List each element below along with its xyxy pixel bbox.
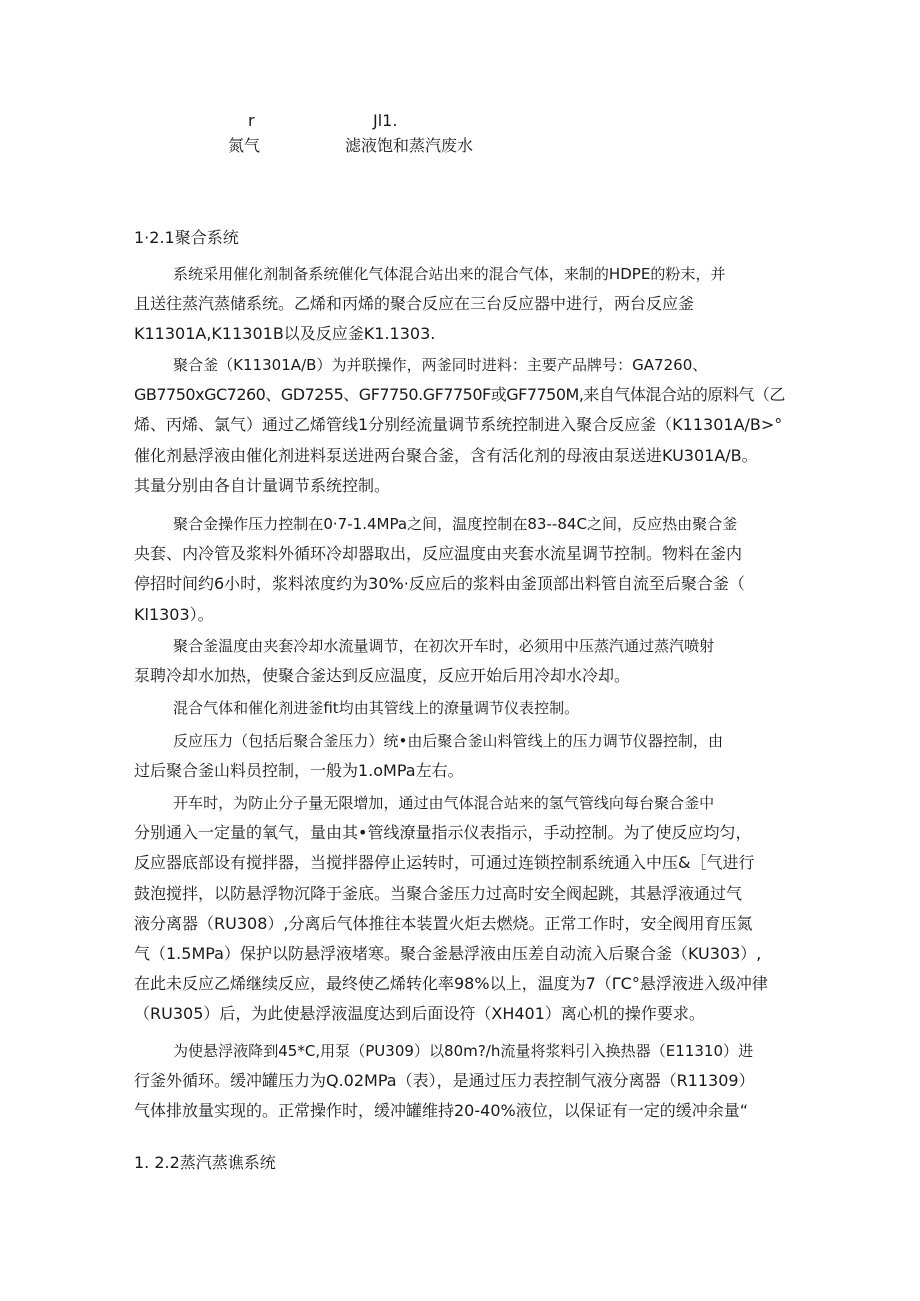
section-heading-polymerization: 1·2.1聚合系统	[134, 228, 239, 247]
paragraph-operating-conditions	[134, 509, 786, 630]
text-line: 鼓泡搅拌，以防悬浮物沉降于釜底。当聚合釜压力过高时安全阀起跳，其悬浮液通过气	[134, 883, 743, 903]
text-line: GB7750xGC7260、GD7255、GF7750.GF7750F或GF7750M,来自气体混合站的原料气（乙	[134, 385, 785, 405]
text-line: 央套、内冷管及浆料外循环冷却器取出，反应温度由夹套水流星调节控制。物料在釜内	[134, 544, 743, 564]
paragraph-system-overview	[134, 259, 786, 350]
diagram-label-r: r	[248, 111, 255, 130]
text-line: 液分离器（RU308）,分离后气体推往本装置火炬去燃烧。正常工作时，安全阀用育压氮	[134, 913, 753, 933]
text-line: 反应器底部设有搅拌器，当搅拌器停止运转时，可通过连锁控制系统通入中压&［气进行	[134, 853, 755, 873]
paragraph-circulation	[134, 1036, 786, 1127]
text-line: 且送往蒸汽蒸储系统。乙烯和丙烯的聚合反应在三台反应器中进行，两台反应釜	[134, 294, 695, 314]
text-line: 催化剂悬浮液由催化剂进料泵送进两台聚合釜，含有活化剂的母液由泵送进KU301A/B。	[134, 445, 758, 465]
text-line: 泵聘冷却水加热，使聚合釜达到反应温度，反应开始后用冷却水冷却。	[134, 666, 631, 686]
diagram-label-filtrate-steam-wastewater: 滤液饱和蒸汽废水	[345, 136, 474, 155]
section-heading-steam-distillation: 1. 2.2蒸汽蒸谯系统	[134, 1153, 276, 1172]
text-line: Kl1303）。	[134, 604, 214, 624]
text-line: 在此未反应乙烯继续反应，最终使乙烯转化率98%以上，温度为7（ΓC°悬浮液进入级冲律	[134, 974, 768, 994]
text-line: 行釜外循环。缓冲罐压力为Q.02MPa（表），是通过压力表控制气液分离器（R11309）	[134, 1071, 755, 1091]
text-line: 聚合釜温度由夹套冷却水流量调节，在初次开车时，必须用中压蒸汽通过蒸汽喷射	[173, 637, 715, 655]
text-line: 系统采用催化剂制备系统催化气体混合站出来的混合气体，来制的HDPE的粉末，并	[173, 265, 726, 283]
paragraph-startup	[134, 788, 786, 1030]
text-line: 分别通入一定量的氧气，量由其•管线潦量指示仪表指示，手动控制。为了使反应均匀，	[134, 823, 752, 843]
diagram-label-jl1: Jl1.	[373, 111, 398, 130]
text-line: 开车时，为防止分子量无限增加，通过由气体混合站来的氢气管线向每台聚合釜中	[173, 794, 715, 812]
text-line: K11301A,K11301B以及反应釜K1.1303.	[134, 324, 436, 344]
text-line: 过后聚合釜山料员控制，一般为1.oMPa左右。	[134, 761, 464, 781]
text-line: 其量分别由各自计量调节系统控制。	[134, 475, 391, 495]
text-line: 反应压力（包括后聚合釜压力）统•由后聚合釜山料管线上的压力调节仪器控制，由	[173, 732, 723, 750]
text-line: 混合气体和催化剂进釜fit均由其管线上的潦量调节仪表控制。	[173, 699, 580, 717]
text-line: 烯、丙烯、氯气）通过乙烯管线1分别经流量调节系统控制进入聚合反应釜（K11301A/B>°	[134, 415, 783, 435]
diagram-label-nitrogen: 氮气	[228, 136, 261, 155]
text-line: 聚合金操作压力控制在0·7-1.4MPa之间，温度控制在83--84C之间，反应热由聚合釜	[173, 515, 738, 533]
paragraph-reactor-feed	[134, 350, 786, 501]
text-line: 停招时间约6小时，浆料浓度约为30%·反应后的浆料由釜顶部出料管自流至后聚合釜（	[134, 574, 745, 594]
text-line: 聚合釜（K11301A/B）为并联操作，两釜同时进料：主要产品牌号：GA7260、	[173, 356, 708, 374]
paragraph-temperature-control	[134, 631, 786, 691]
text-line: 为使悬浮液降到45*C,用泵（PU309）以80m?/h流量将浆料引入换热器（E11310）进	[173, 1042, 754, 1060]
text-line: 气（1.5MPa）保护以防悬浮液堵寒。聚合釜悬浮液由压差自动流入后聚合釜（KU303）,	[134, 944, 762, 964]
text-line: （RU305）后，为此使悬浮液温度达到后面设符（XH401）离心机的操作要求。	[134, 1004, 705, 1024]
paragraph-pressure-control	[134, 726, 786, 786]
text-line: 气体排放量实现的。正常操作时，缓冲罐维持20-40%液位，以保证有一定的缓冲余量“	[134, 1101, 748, 1121]
paragraph-feed-control	[134, 693, 786, 723]
